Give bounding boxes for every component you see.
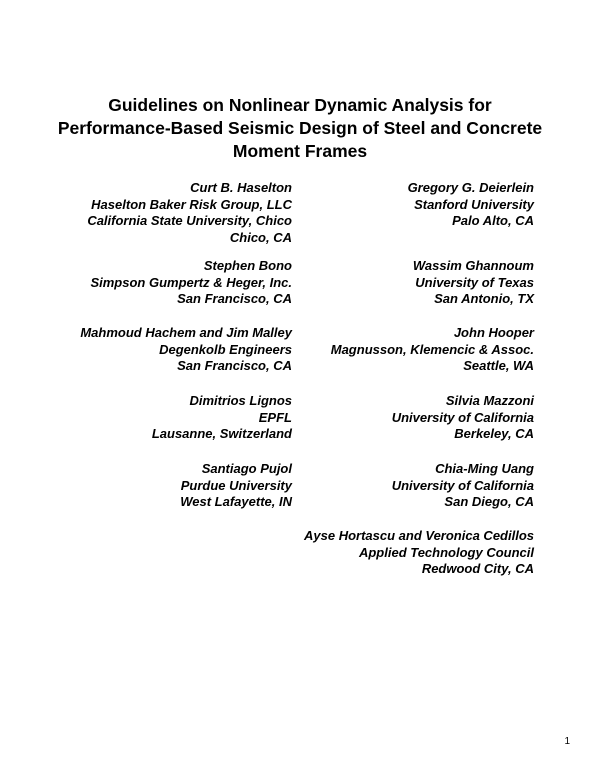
author-block-deierlein <box>408 180 534 230</box>
author-location: San Diego, CA <box>444 494 534 509</box>
author-name: John Hooper <box>453 325 534 340</box>
author-block-atc <box>304 528 534 578</box>
author-name: Ayse Hortascu and Veronica Cedillos <box>304 528 534 543</box>
author-name: Gregory G. Deierlein <box>407 180 534 195</box>
author-block-pujol <box>180 461 292 511</box>
author-affiliation: Magnusson, Klemencic & Assoc. <box>330 341 534 357</box>
author-affiliation: Purdue University <box>180 477 292 493</box>
author-location: Lausanne, Switzerland <box>151 426 292 441</box>
author-location: San Antonio, TX <box>434 291 534 306</box>
author-affiliation: Degenkolb Engineers <box>159 341 292 357</box>
author-block-mazzoni <box>392 393 534 443</box>
author-affiliation: Stanford University <box>414 196 534 212</box>
author-location: Seattle, WA <box>463 358 534 373</box>
author-affiliation: California State University, Chico <box>87 213 292 228</box>
author-location: Chico, CA <box>229 229 292 245</box>
author-affiliation: Haselton Baker Risk Group, LLC <box>91 196 292 212</box>
author-location: Palo Alto, CA <box>452 213 534 228</box>
author-location: West Lafayette, IN <box>180 494 292 509</box>
author-affiliation: Applied Technology Council <box>358 544 534 560</box>
author-block-hachem-malley <box>80 325 292 375</box>
author-location: Berkeley, CA <box>454 426 534 441</box>
author-name: Wassim Ghannoum <box>412 258 534 273</box>
author-name: Stephen Bono <box>203 258 292 273</box>
author-affiliation: University of Texas <box>415 274 534 290</box>
author-block-haselton <box>87 180 292 246</box>
author-affiliation: University of California <box>391 477 534 493</box>
author-block-uang <box>392 461 534 511</box>
author-location: San Francisco, CA <box>177 291 292 306</box>
author-affiliation: University of California <box>391 409 534 425</box>
author-affiliation: Simpson Gumpertz & Heger, Inc. <box>90 274 292 290</box>
author-name: Mahmoud Hachem and Jim Malley <box>80 325 292 340</box>
author-location: Redwood City, CA <box>421 561 534 576</box>
author-block-ghannoum <box>413 258 534 308</box>
author-name: Curt B. Haselton <box>190 180 292 195</box>
author-affiliation: EPFL <box>258 409 292 425</box>
author-block-hooper <box>331 325 534 375</box>
author-location: San Francisco, CA <box>177 358 292 373</box>
title-line: Guidelines on Nonlinear Dynamic Analysis for <box>108 95 492 115</box>
author-block-lignos <box>152 393 292 443</box>
author-name: Dimitrios Lignos <box>189 393 292 408</box>
page-number: 1 <box>564 736 570 747</box>
author-block-bono <box>90 258 292 308</box>
title-line: Moment Frames <box>232 141 368 161</box>
author-name: Santiago Pujol <box>201 461 292 476</box>
author-name: Silvia Mazzoni <box>445 393 534 408</box>
title-line: Performance-Based Seismic Design of Steel and Concrete <box>57 118 543 138</box>
author-name: Chia-Ming Uang <box>435 461 534 476</box>
document-title <box>40 94 560 163</box>
